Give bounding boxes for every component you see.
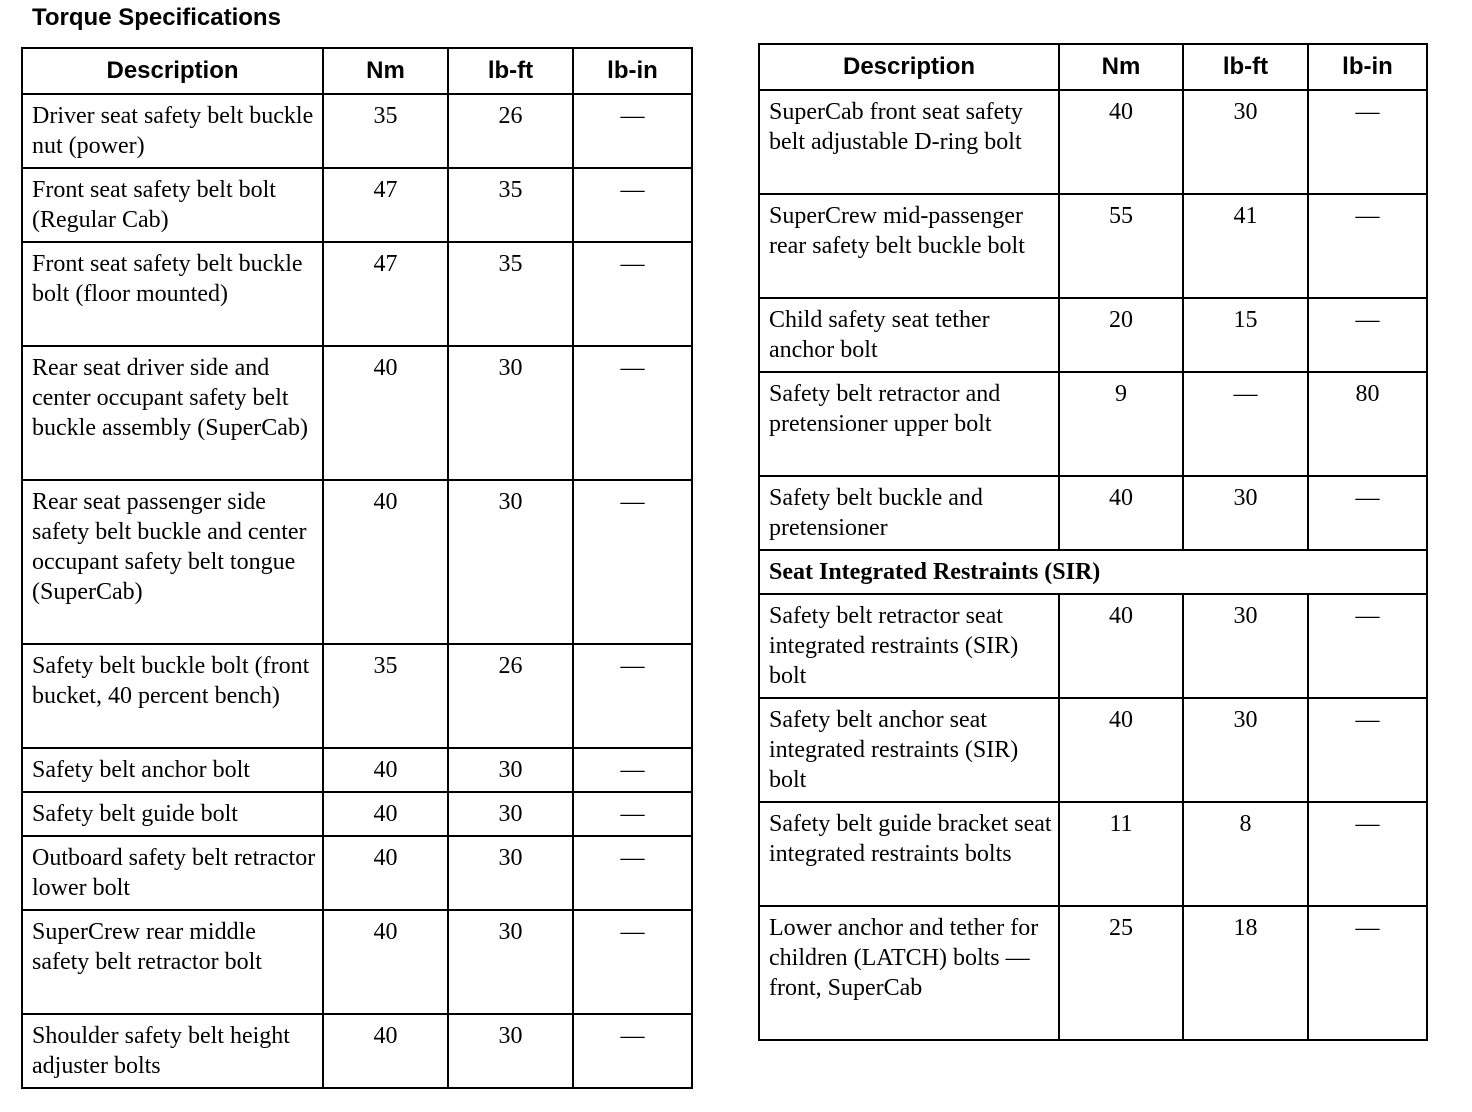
table-row	[22, 94, 692, 168]
table-row	[759, 594, 1427, 698]
row-lbft: 26	[448, 94, 573, 168]
header-lbft: lb-ft	[1183, 44, 1308, 90]
row-nm: 47	[323, 242, 448, 346]
row-lbin: —	[1308, 594, 1427, 698]
row-lbft: 30	[448, 910, 573, 1014]
row-lbin: 80	[1308, 372, 1427, 476]
header-nm: Nm	[1059, 44, 1183, 90]
row-lbin: —	[573, 94, 692, 168]
row-description: Safety belt buckle and pretensioner	[759, 476, 1059, 550]
row-description: Safety belt guide bolt	[22, 792, 323, 836]
row-description: Driver seat safety belt buckle nut (power)	[22, 94, 323, 168]
row-description: SuperCrew rear middle safety belt retractor bolt	[22, 910, 323, 1014]
row-description: Safety belt guide bracket seat integrated restraints bolts	[759, 802, 1059, 906]
row-lbft: 30	[1183, 594, 1308, 698]
row-description: Shoulder safety belt height adjuster bolts	[22, 1014, 323, 1088]
row-lbin: —	[1308, 476, 1427, 550]
row-lbin: —	[1308, 194, 1427, 298]
row-lbin: —	[573, 910, 692, 1014]
header-lbft: lb-ft	[448, 48, 573, 94]
page-title: Torque Specifications	[32, 4, 281, 31]
row-description: Safety belt anchor bolt	[22, 748, 323, 792]
row-nm: 40	[1059, 476, 1183, 550]
row-lbin: —	[573, 792, 692, 836]
row-lbin: —	[1308, 906, 1427, 1040]
row-description: Outboard safety belt retractor lower bolt	[22, 836, 323, 910]
row-lbft: 41	[1183, 194, 1308, 298]
header-nm: Nm	[323, 48, 448, 94]
row-description: Safety belt retractor and pretensioner upper bolt	[759, 372, 1059, 476]
row-lbft: 30	[448, 480, 573, 644]
torque-table-right	[758, 43, 1428, 1041]
row-lbft: 30	[1183, 698, 1308, 802]
table-row	[22, 836, 692, 910]
row-description: SuperCrew mid-passenger rear safety belt buckle bolt	[759, 194, 1059, 298]
row-description: Lower anchor and tether for children (LATCH) bolts — front, SuperCab	[759, 906, 1059, 1040]
row-lbin: —	[1308, 298, 1427, 372]
table-row	[759, 698, 1427, 802]
row-description: Safety belt retractor seat integrated restraints (SIR) bolt	[759, 594, 1059, 698]
row-description: Rear seat passenger side safety belt buckle and center occupant safety belt tongue (SuperCab)	[22, 480, 323, 644]
row-nm: 40	[323, 792, 448, 836]
row-nm: 40	[1059, 90, 1183, 194]
row-lbft: 35	[448, 242, 573, 346]
table-row	[759, 372, 1427, 476]
header-description: Description	[22, 48, 323, 94]
row-nm: 40	[323, 1014, 448, 1088]
row-lbft: 15	[1183, 298, 1308, 372]
row-lbft: —	[1183, 372, 1308, 476]
row-nm: 40	[1059, 594, 1183, 698]
row-lbin: —	[1308, 802, 1427, 906]
row-description: Child safety seat tether anchor bolt	[759, 298, 1059, 372]
table-row	[759, 906, 1427, 1040]
row-nm: 55	[1059, 194, 1183, 298]
row-nm: 11	[1059, 802, 1183, 906]
table-row	[22, 792, 692, 836]
row-lbin: —	[573, 242, 692, 346]
table-row	[22, 242, 692, 346]
row-lbin: —	[573, 346, 692, 480]
table-row	[759, 476, 1427, 550]
header-lbin: lb-in	[1308, 44, 1427, 90]
row-nm: 40	[323, 748, 448, 792]
row-lbft: 30	[1183, 90, 1308, 194]
table-row	[22, 480, 692, 644]
table-row	[22, 1014, 692, 1088]
row-nm: 47	[323, 168, 448, 242]
row-nm: 20	[1059, 298, 1183, 372]
table-row	[759, 298, 1427, 372]
row-lbft: 30	[448, 1014, 573, 1088]
row-description: Front seat safety belt buckle bolt (floor mounted)	[22, 242, 323, 346]
row-lbin: —	[573, 836, 692, 910]
row-description: Rear seat driver side and center occupant safety belt buckle assembly (SuperCab)	[22, 346, 323, 480]
table-row	[759, 194, 1427, 298]
row-nm: 35	[323, 94, 448, 168]
row-lbft: 30	[448, 836, 573, 910]
torque-table-left	[21, 47, 693, 1089]
row-description: Front seat safety belt bolt (Regular Cab)	[22, 168, 323, 242]
row-lbin: —	[573, 1014, 692, 1088]
row-nm: 25	[1059, 906, 1183, 1040]
row-lbin: —	[1308, 90, 1427, 194]
section-heading-row	[759, 550, 1427, 594]
header-description: Description	[759, 44, 1059, 90]
section-heading: Seat Integrated Restraints (SIR)	[759, 550, 1427, 594]
table-row	[22, 748, 692, 792]
row-description: Safety belt anchor seat integrated restraints (SIR) bolt	[759, 698, 1059, 802]
row-lbft: 18	[1183, 906, 1308, 1040]
table-row	[759, 90, 1427, 194]
row-nm: 40	[323, 836, 448, 910]
row-lbft: 30	[1183, 476, 1308, 550]
row-description: SuperCab front seat safety belt adjustable D-ring bolt	[759, 90, 1059, 194]
row-nm: 40	[323, 910, 448, 1014]
row-nm: 35	[323, 644, 448, 748]
row-lbft: 26	[448, 644, 573, 748]
row-lbft: 35	[448, 168, 573, 242]
table-row	[22, 644, 692, 748]
row-lbft: 30	[448, 346, 573, 480]
row-nm: 40	[323, 480, 448, 644]
row-lbft: 30	[448, 748, 573, 792]
row-description: Safety belt buckle bolt (front bucket, 40 percent bench)	[22, 644, 323, 748]
row-nm: 40	[1059, 698, 1183, 802]
table-row	[22, 168, 692, 242]
header-lbin: lb-in	[573, 48, 692, 94]
row-lbin: —	[573, 480, 692, 644]
row-lbin: —	[1308, 698, 1427, 802]
row-lbin: —	[573, 168, 692, 242]
table-header-row	[22, 48, 692, 94]
row-nm: 9	[1059, 372, 1183, 476]
table-row	[759, 802, 1427, 906]
row-nm: 40	[323, 346, 448, 480]
row-lbin: —	[573, 644, 692, 748]
table-row	[22, 910, 692, 1014]
row-lbin: —	[573, 748, 692, 792]
row-lbft: 8	[1183, 802, 1308, 906]
table-header-row	[759, 44, 1427, 90]
table-row	[22, 346, 692, 480]
row-lbft: 30	[448, 792, 573, 836]
